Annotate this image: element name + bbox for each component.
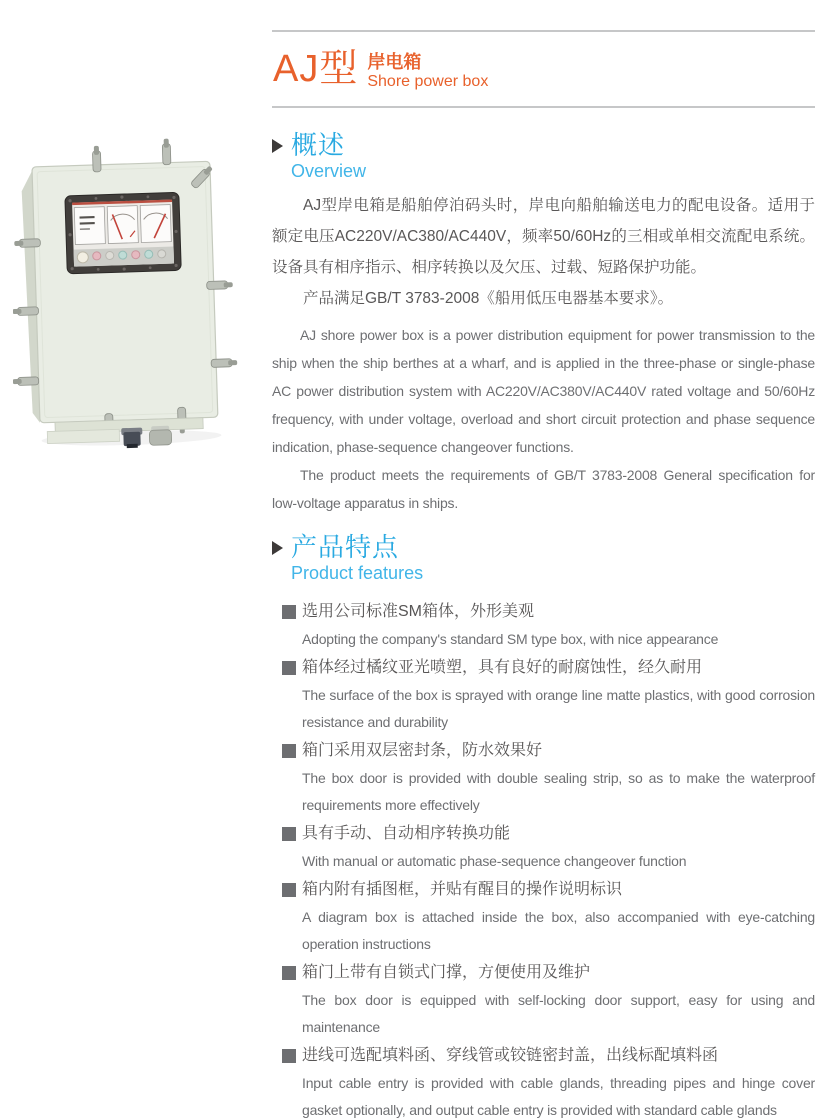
overview-paragraph-cn-2: 产品满足GB/T 3783-2008《船用低压电器基本要求》。: [303, 290, 674, 307]
feature-item: [272, 598, 815, 653]
overview-section: [272, 131, 815, 517]
section-marker-icon: [272, 139, 283, 153]
feature-item: [272, 737, 815, 819]
cable-gland-dark: [121, 428, 143, 449]
cable-gland-metal: [149, 426, 172, 446]
overview-paragraph-en-1: AJ shore power box is a power distribution equipment for power transmission to the ship when the ship berthes at a wharf, and is applied in the three-phase or single-phase AC power distribution system with AC220V/AC380V/AC440V rated voltage and 50/60Hz frequency, with under voltage, overload and short circuit protection and phase sequence indication, phase-sequence changeover functions.: [272, 327, 815, 455]
meter-window: [65, 192, 181, 274]
product-title-sub: [367, 47, 488, 92]
feature-bullet-icon: [282, 966, 296, 980]
indicator-lamp-pink: [93, 252, 101, 260]
features-heading-en: Product features: [291, 563, 424, 583]
overview-heading: [272, 131, 815, 183]
header-top-rule: [272, 30, 815, 32]
feature-text-cn: 箱门上带有自锁式门撑，方便使用及维护: [302, 964, 591, 981]
feature-item: [272, 876, 815, 958]
features-heading-cn: 产品特点: [291, 532, 400, 562]
overview-paragraph-en-2: The product meets the requirements of GB/T 3783-2008 General specification for low-voltage apparatus in ships.: [272, 467, 815, 511]
indicator-lamp-white: [106, 251, 114, 259]
section-marker-icon: [272, 541, 283, 555]
feature-bullet-icon: [282, 605, 296, 619]
feature-text-en: Adopting the company's standard SM type box, with nice appearance: [302, 631, 719, 647]
feature-text-en: The surface of the box is sprayed with orange line matte plastics, with good corrosion resistance and durability: [302, 687, 815, 730]
product-title-block: [273, 47, 488, 92]
feature-list: [272, 598, 815, 1118]
product-name-cn: 岸电箱: [367, 52, 422, 72]
bottom-step: [47, 429, 119, 443]
feature-item: [272, 820, 815, 875]
feature-bullet-icon: [282, 661, 296, 675]
feature-item: [272, 1042, 815, 1118]
feature-text-en: With manual or automatic phase-sequence changeover function: [302, 853, 687, 869]
shore-power-box-illustration: [13, 138, 241, 452]
indicator-lamp-pink: [132, 251, 140, 259]
panel-meter-2: [107, 206, 138, 244]
feature-text-cn: 进线可选配填料函、穿线管或铰链密封盖，出线标配填料函: [302, 1047, 719, 1064]
feature-text-cn: 具有手动、自动相序转换功能: [302, 825, 511, 842]
product-photo: [13, 138, 241, 452]
feature-bullet-icon: [282, 827, 296, 841]
feature-text-en: Input cable entry is provided with cable glands, threading pipes and hinge cover gasket optionally, and output cable entry is provided with standard cable glands: [302, 1075, 815, 1118]
feature-text-en: The box door is provided with double sealing strip, so as to make the waterproof requirements more effectively: [302, 770, 815, 813]
feature-item: [272, 959, 815, 1041]
features-heading: [272, 533, 815, 585]
overview-paragraph-cn-1: AJ型岸电箱是船舶停泊码头时，岸电向船舶输送电力的配电设备。适用于额定电压AC220V/AC380/AC440V，频率50/60Hz的三相或单相交流配电系统。设备具有相序指示、相序转换以及欠压、过载、短路保护功能。: [272, 197, 815, 276]
feature-text-cn: 选用公司标准SM箱体，外形美观: [302, 603, 535, 620]
feature-bullet-icon: [282, 1049, 296, 1063]
features-section: [272, 533, 815, 1118]
feature-text-en: A diagram box is attached inside the box, also accompanied with eye-catching operation instructions: [302, 909, 815, 952]
overview-heading-cn: 概述: [291, 130, 346, 160]
feature-item: [272, 654, 815, 736]
indicator-lamp-teal: [119, 251, 127, 259]
indicator-button-white: [77, 252, 88, 263]
feature-text-cn: 箱体经过橘纹亚光喷塑，具有良好的耐腐蚀性，经久耐用: [302, 659, 703, 676]
feature-text-cn: 箱门采用双层密封条，防水效果好: [302, 742, 543, 759]
overview-heading-en: Overview: [291, 161, 367, 181]
feature-text-cn: 箱内附有插图框，并贴有醒目的操作说明标识: [302, 881, 623, 898]
feature-text-en: The box door is equipped with self-locking door support, easy for using and maintenance: [302, 992, 815, 1035]
indicator-lamp-teal: [145, 250, 153, 258]
product-model: AJ型: [273, 48, 359, 90]
panel-meter-1: [74, 207, 105, 245]
header-bottom-rule: [272, 106, 815, 108]
product-name-en: Shore power box: [367, 73, 489, 90]
feature-bullet-icon: [282, 883, 296, 897]
panel-meter-3: [140, 205, 171, 243]
indicator-strip: [74, 247, 174, 267]
indicator-lamp-gray: [158, 250, 166, 258]
feature-bullet-icon: [282, 744, 296, 758]
